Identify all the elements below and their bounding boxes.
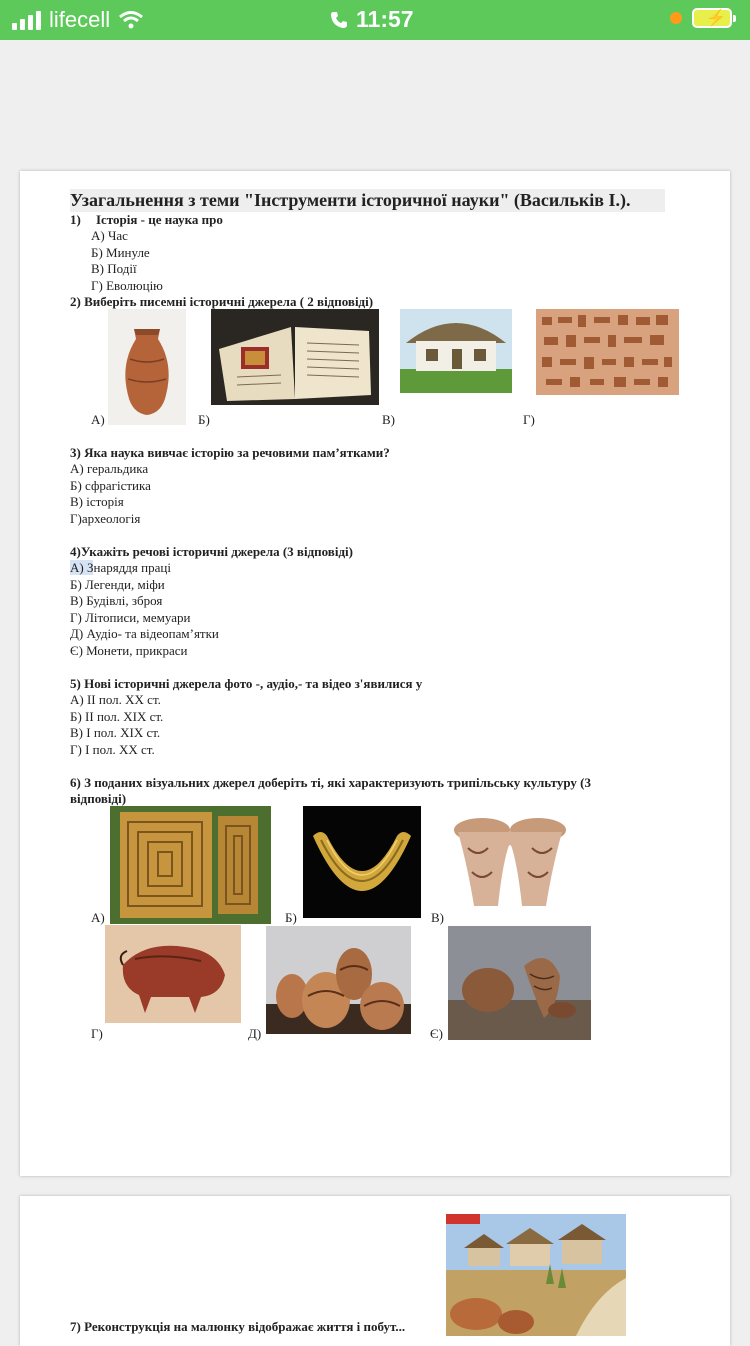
settlement-reconstruction-image: [446, 1214, 626, 1336]
status-right: [670, 8, 732, 28]
q5-option-b: Б) ІІ пол. ХІХ ст.: [70, 709, 164, 724]
q3-option-b: Б) сфрагістика: [70, 478, 151, 493]
q4-option-a: [70, 560, 171, 576]
cave-painting-bison-image: [105, 925, 241, 1023]
q6-question-line2: відповіді): [70, 791, 127, 806]
carrier-group: [12, 7, 144, 33]
wifi-icon: [118, 10, 144, 30]
q4-option-a-rest: наряддя праці: [93, 560, 171, 575]
ornamented-plates-image: [110, 806, 271, 924]
gold-pectoral-image: [303, 806, 421, 918]
manuscript-book-image: [211, 309, 379, 405]
document-page-2: [20, 1196, 730, 1346]
thatched-house-image: [400, 309, 512, 393]
signal-icon: [12, 10, 41, 30]
time-text: 11:57: [356, 6, 414, 32]
q3-option-d: Г)археологія: [70, 511, 141, 526]
q1-option-d: Г) Еволюцію: [91, 278, 163, 293]
q1-option-c: В) Події: [91, 261, 137, 276]
document-title: Узагальнення з теми "Інструменти історичної науки" (Васильків І.).: [70, 189, 665, 212]
q6-label-f: Є): [430, 1026, 443, 1041]
q4-option-d: Г) Літописи, мемуари: [70, 610, 191, 625]
q2-label-c: В): [382, 412, 395, 427]
painted-pots-image: [266, 926, 411, 1034]
q6-label-b: Б): [285, 910, 297, 925]
q1-question: Історія - це наука про: [96, 212, 223, 227]
clock: [330, 6, 414, 33]
q6-question-line1: 6) З поданих візуальних джерел доберіть ті, які характеризують трипільську культуру (3: [70, 775, 591, 790]
q7-question: 7) Реконструкція на малюнку відображає життя і побут...: [70, 1319, 406, 1334]
clay-vessels-image: [448, 926, 591, 1040]
q5-option-c: В) І пол. ХІХ ст.: [70, 725, 161, 740]
q2-label-a: А): [91, 412, 105, 427]
q1-option-b: Б) Минуле: [91, 245, 150, 260]
q3-option-c: В) історія: [70, 494, 124, 509]
q3-question: 3) Яка наука вивчає історію за речовими пам’ятками?: [70, 445, 390, 460]
carrier-name: lifecell: [49, 7, 111, 32]
q6-label-e: Д): [248, 1026, 262, 1041]
phone-icon: [330, 11, 348, 29]
q1-option-a: А) Час: [91, 228, 128, 243]
q4-option-c: В) Будівлі, зброя: [70, 593, 163, 608]
clay-vase-image: [108, 309, 186, 425]
hieroglyphs-image: [536, 309, 679, 395]
q5-question: 5) Нові історичні джерела фото -, аудіо,- та відео з'явилися у: [70, 676, 423, 691]
q2-label-d: Г): [523, 412, 535, 427]
q2-label-b: Б): [198, 412, 210, 427]
binocular-vessel-image: [448, 808, 572, 918]
q4-option-b: Б) Легенди, міфи: [70, 577, 165, 592]
q2-question: 2) Виберіть писемні історичні джерела ( 2 відповіді): [70, 294, 374, 309]
q3-option-a: А) геральдика: [70, 461, 149, 476]
q5-option-a: А) ІІ пол. ХХ ст.: [70, 692, 161, 707]
battery-charging-icon: ⚡: [692, 8, 732, 28]
q4-option-f: Є) Монети, прикраси: [70, 643, 188, 658]
text-selection-highlight: А) З: [70, 560, 94, 575]
q1-number: 1): [70, 212, 81, 227]
recording-dot-icon: [670, 12, 682, 24]
q4-question: 4)Укажіть речові історичні джерела (3 відповіді): [70, 544, 353, 559]
q6-label-d: Г): [91, 1026, 103, 1041]
q4-option-e: Д) Аудіо- та відеопам’ятки: [70, 626, 219, 641]
q6-label-c: В): [431, 910, 444, 925]
status-bar: [0, 0, 750, 40]
q6-label-a: А): [91, 910, 105, 925]
q5-option-d: Г) І пол. ХХ ст.: [70, 742, 155, 757]
document-page-1: [20, 171, 730, 1176]
